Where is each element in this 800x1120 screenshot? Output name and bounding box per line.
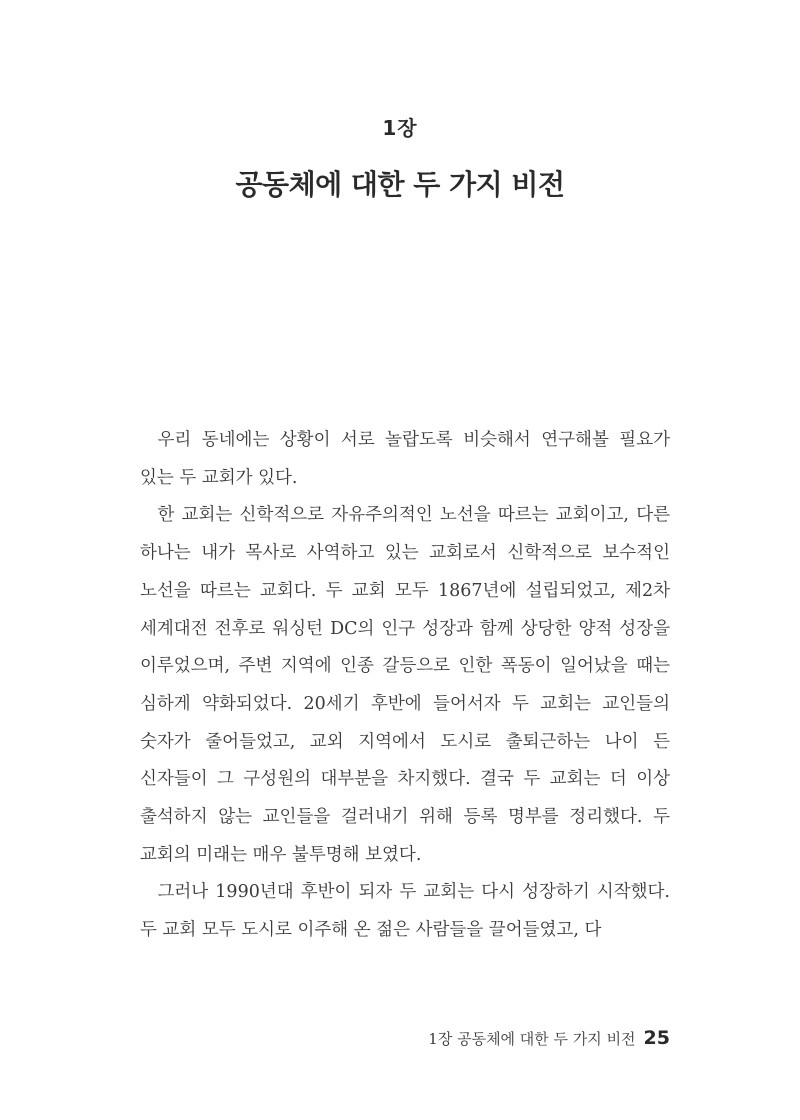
page-footer — [428, 1027, 670, 1049]
chapter-title: 공동체에 대한 두 가지 비전 — [235, 168, 565, 201]
paragraph: 그러나 1990년대 후반이 되자 두 교회는 다시 성장하기 시작했다. 두 교회 모두 도시로 이주해 온 젊은 사람들을 끌어들였고, 다 — [140, 882, 670, 941]
page-number: 25 — [643, 1027, 670, 1049]
paragraph: 우리 동네에는 상황이 서로 놀랍도록 비슷해서 연구해볼 필요가 있는 두 교회가 있다. — [140, 430, 670, 488]
chapter-label: 1장 — [382, 116, 418, 140]
paragraph: 한 교회는 신학적으로 자유주의적인 노선을 따르는 교회이고, 다른 하나는 내가 목사로 사역하고 있는 교회로서 신학적으로 보수적인 노선을 따르는 교회다. 두 교회 모두 1867년에 설립되었고, 제2차 세계대전 전후로 워싱턴 DC의 인구 성장과 함께 상당한 양적 성장을 이루었으며, 주변 지역에 인종 갈등으로 인한 폭동이 일어났을 때는 심하게 약화되었다. 20세기 후반에 들어서자 두 교회는 교인들의 숫자가 줄어들었고, 교외 지역에서 도시로 출퇴근하는 나이 든 신자들이 그 구성원의 대부분을 차지했다. 결국 두 교회는 더 이상 출석하지 않는 교인들을 걸러내기 위해 등록 명부를 정리했다. 두 교회의 미래는 매우 불투명해 보였다. — [140, 505, 670, 865]
running-head: 1장 공동체에 대한 두 가지 비전 — [428, 1030, 636, 1048]
body-text — [140, 422, 670, 950]
